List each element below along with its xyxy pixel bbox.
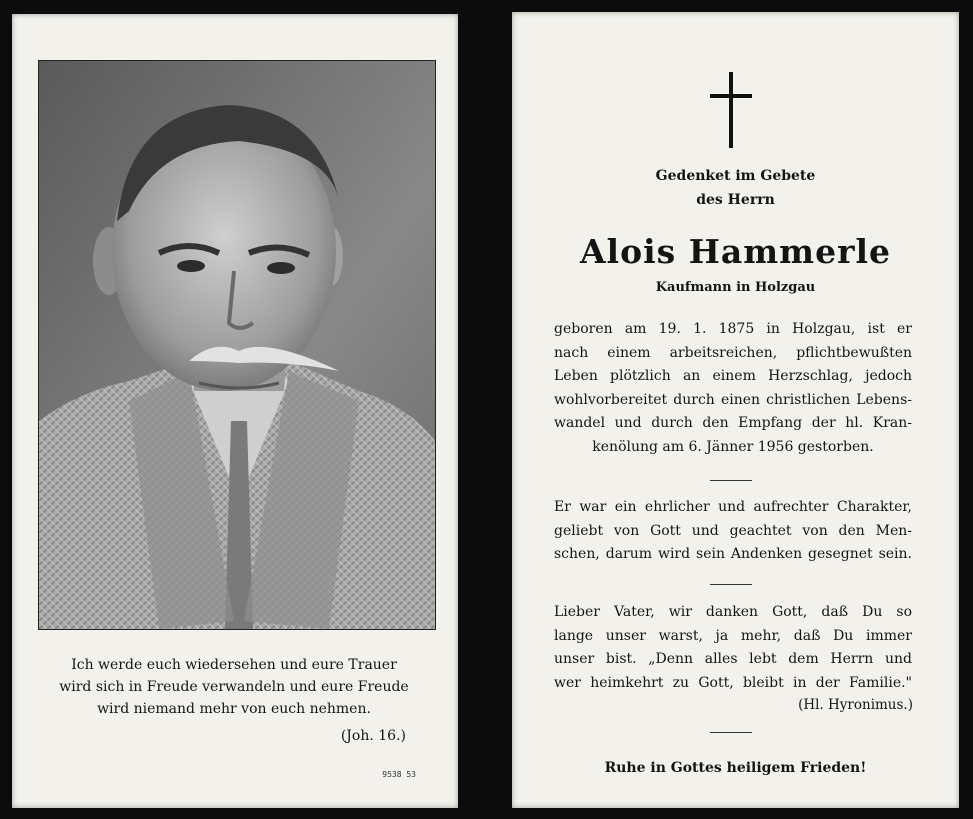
quote-reference: (Joh. 16.) [340,728,406,744]
text-line: Er war ein ehrlicher und aufrechter Charakter, [554,499,912,515]
closing-line: Ruhe in Gottes heiligem Frieden! [604,760,867,776]
bible-quote [48,654,420,720]
quote-line: wird sich in Freude verwandeln und eure Freude [59,679,409,695]
biography-paragraph [554,318,912,459]
text-line: geliebt von Gott und geachtet von den Men- [554,522,912,539]
text-line: unser bist. „Denn alles lebt dem Herrn und [554,651,912,667]
separator-line [710,480,752,481]
quote-line: Ich werde euch wiedersehen und eure Trauer [71,657,397,673]
heading-line1: Gedenket im Gebete [655,168,816,184]
text-line: Leben plötzlich an einem Herzschlag, jedoch [554,368,912,384]
portrait-photo [38,60,436,630]
occupation: Kaufmann in Holzgau [655,280,816,295]
portrait-image [39,61,435,629]
text-line: lange unser warst, ja mehr, daß Du immer [554,627,912,644]
attribution: (Hl. Hyronimus.) [798,697,913,713]
left-card [12,14,458,808]
heading-line2: des Herrn [696,192,775,208]
separator-line [710,584,752,585]
text-line: kenölung am 6. Jänner 1956 gestorben. [592,438,874,455]
farewell-paragraph [554,601,912,695]
text-line: schen, darum wird sein Andenken gesegnet sein. [554,546,912,562]
quote-line: wird niemand mehr von euch nehmen. [97,701,371,717]
text-line: Lieber Vater, wir danken Gott, daß Du so [554,604,912,620]
deceased-name: Alois Hammerle [579,232,892,271]
text-line: wer heimkehrt zu Gott, bleibt in der Familie." [554,674,912,691]
cross-icon [710,72,752,148]
text-line: geboren am 19. 1. 1875 in Holzgau, ist er [554,321,912,337]
text-line: wohlvorbereitet durch einen christlichen Lebens- [554,391,912,408]
right-card [512,12,959,808]
separator-line [710,732,752,733]
print-number: 9538 53 [382,770,416,779]
text-line: nach einem arbeitsreichen, pflichtbewußten [554,344,912,361]
character-paragraph [554,496,912,567]
text-line: wandel und durch den Empfang der hl. Kran- [554,415,912,431]
